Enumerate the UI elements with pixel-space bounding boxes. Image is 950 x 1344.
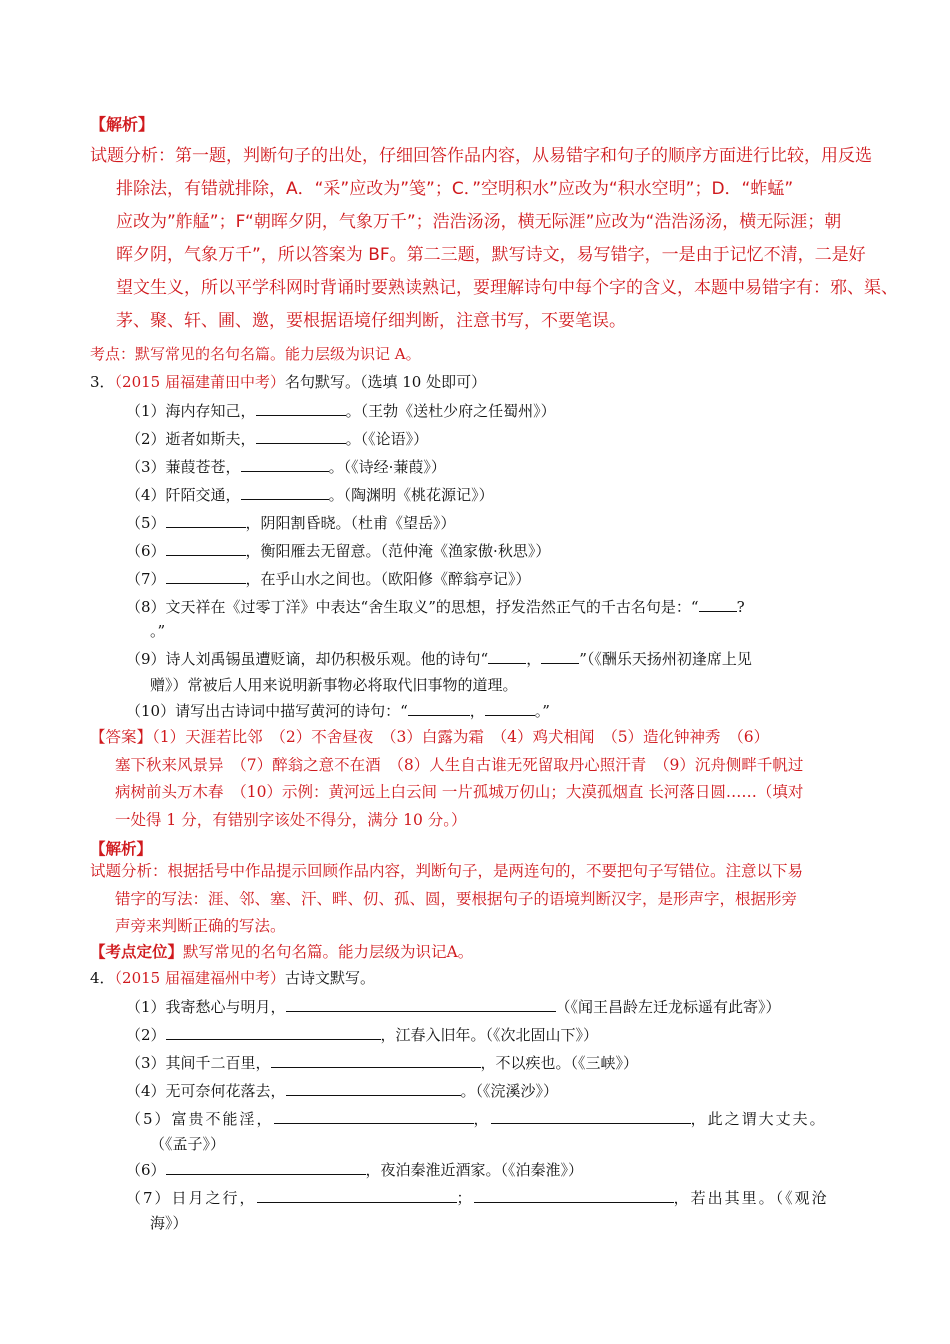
q3-item-10 [126, 700, 550, 721]
question-4-header [90, 967, 375, 988]
question-title: 名句默写。（选填 10 处即可） [285, 373, 487, 391]
q4-item-5 [126, 1108, 827, 1129]
answer-blank[interactable] [271, 1053, 481, 1068]
answer-blank[interactable] [286, 1081, 461, 1096]
q3-item-8-cont: 。” [150, 622, 166, 640]
answer-line: 【答案】（1）天涯若比邻 （2）不舍昼夜 （3）白露为霜 （4）鸡犬相闻 （5）造化钟神秀 （6） [90, 728, 770, 746]
q3-item-1 [126, 400, 556, 421]
analysis-line: 望文生义，所以平学科网时背诵时要熟读熟记，要理解诗句中每个字的含义，本题中易错字有：邪、渠、 [116, 278, 898, 298]
item-text: （10）请写出古诗词中描写黄河的诗句：“ [126, 702, 408, 720]
answer-blank[interactable] [257, 1188, 457, 1203]
analysis-line: 茅、聚、轩、圃、邀，要根据语境仔细判断，注意书写，不要笔误。 [116, 311, 626, 331]
item-text: ，此之谓大丈夫。 [690, 1110, 827, 1128]
q3-item-4 [126, 484, 494, 505]
answer-blank[interactable] [241, 457, 329, 472]
answer-blank[interactable] [256, 401, 346, 416]
item-text: （7）日月之行， [126, 1189, 257, 1207]
item-text: （3）其间千二百里， [126, 1054, 271, 1072]
item-text: （5）富贵不能淫， [126, 1110, 274, 1128]
item-number: （4） [126, 486, 166, 504]
item-text: 蒹葭苍苍， [165, 458, 241, 476]
answer-blank[interactable] [274, 1109, 474, 1124]
item-number: （6） [126, 542, 166, 560]
q3-item-8 [126, 596, 745, 617]
answer-blank[interactable] [488, 649, 526, 664]
answer-blank[interactable] [541, 649, 579, 664]
question-source: （2015 届福建莆田中考） [114, 373, 285, 391]
item-source: 。（《论语》） [345, 430, 429, 448]
analysis-body [90, 140, 898, 338]
q4-item-7-cont: 海》） [150, 1214, 188, 1232]
analysis-heading: 【解析】 [90, 115, 155, 134]
item-text: 海内存知己， [165, 402, 256, 420]
item-number: （5） [126, 514, 166, 532]
punct: ， [526, 650, 542, 668]
question-number: 4． [90, 969, 115, 987]
item-text: 阡陌交通， [165, 486, 241, 504]
q3-item-9 [126, 648, 752, 669]
q4-item-3 [126, 1052, 638, 1073]
item-source: 。（王勃《送杜少府之任蜀州》） [345, 402, 556, 420]
item-text: 。” [534, 702, 550, 720]
q3-item-9-cont: 赠》）常被后人用来说明新事物必将取代旧事物的道理。 [150, 676, 518, 694]
q4-item-5-cont: （《孟子》） [150, 1135, 226, 1153]
q3-item-6 [126, 540, 550, 561]
analysis-line: 晖夕阴，气象万千”，所以答案为 BF。第二三题，默写诗文，易写错字，一是由于记忆不清，二是好 [116, 245, 866, 265]
answer-blank[interactable] [166, 513, 246, 528]
punct: ， [473, 1110, 491, 1128]
answer-blank[interactable] [408, 701, 470, 716]
answer-line: 病树前头万木春 （10）示例：黄河远上白云间 一片孤城万仞山；大漠孤烟直 长河落日圆……（填对 [115, 783, 804, 801]
q4-item-7 [126, 1187, 829, 1208]
analysis-line: 应改为”舴艋”；F“朝晖夕阴，气象万千”；浩浩汤汤，横无际涯”应改为“浩浩汤汤，横无际涯；朝 [116, 212, 842, 232]
punct: ； [456, 1189, 474, 1207]
q4-item-6 [126, 1159, 583, 1180]
answer-blank[interactable] [166, 1160, 366, 1175]
answer-blank[interactable] [241, 485, 329, 500]
item-source: 。（《浣溪沙》） [460, 1082, 559, 1100]
answer-blank[interactable] [491, 1109, 691, 1124]
analysis-line: 排除法，有错就排除，A．“采”应改为”笺”；C．”空明积水”应改为“积水空明”；D．“蚱蜢” [116, 179, 794, 199]
analysis-line: 错字的写法：涯、邻、塞、汗、畔、仞、孤、圆，要根据句子的语境判断汉字，是形声字，根据形旁 [115, 889, 798, 908]
kaodian-text: 默写常见的名句名篇。能力层级为识记A。 [183, 943, 474, 961]
q4-item-1 [126, 996, 781, 1017]
q3-item-5 [126, 512, 456, 533]
answer-line: 塞下秋来风景异 （7）醉翁之意不在酒 （8）人生自古谁无死留取丹心照汗青 （9）沉舟侧畔千帆过 [115, 755, 804, 774]
item-text: （1）我寄愁心与明月， [126, 998, 286, 1016]
item-number: （3） [126, 458, 166, 476]
answer-blank[interactable] [699, 597, 737, 612]
analysis-line: 试题分析：第一题，判断句子的出处，仔细回答作品内容，从易错字和句子的顺序方面进行比较，用反选 [90, 146, 872, 166]
q3-analysis [90, 858, 880, 941]
item-source: ，夜泊秦淮近酒家。（《泊秦淮》） [365, 1161, 584, 1179]
punct: ， [469, 702, 485, 720]
q3-item-7 [126, 568, 531, 589]
answer-blank[interactable] [286, 997, 556, 1012]
answer-line: 一处得 1 分，有错别字该处不得分，满分 10 分。） [115, 810, 467, 829]
answer-blank[interactable] [166, 569, 246, 584]
q3-item-2 [126, 428, 428, 449]
item-text: （4）无可奈何花落去， [126, 1082, 286, 1100]
q3-answer [90, 724, 880, 834]
answer-blank[interactable] [166, 1025, 381, 1040]
answer-blank[interactable] [474, 1188, 674, 1203]
item-source: ，江春入旧年。（《次北固山下》） [380, 1026, 599, 1044]
item-source: ，衡阳雁去无留意。（范仲淹《渔家傲·秋思》） [245, 542, 551, 560]
item-source: 。（《诗经·蒹葭》） [328, 458, 446, 476]
item-number: （6） [126, 1161, 166, 1179]
analysis-line: 试题分析：根据括号中作品提示回顾作品内容，判断句子，是两连句的，不要把句子写错位。注意以下易 [90, 862, 804, 880]
question-3-header [90, 371, 486, 392]
item-text: ”（《酬乐天扬州初逢席上见 [579, 650, 752, 668]
answer-blank[interactable] [256, 429, 346, 444]
item-source: ，在乎山水之间也。（欧阳修《醉翁亭记》） [245, 570, 531, 588]
item-text: ? [736, 598, 745, 616]
question-source: （2015 届福建福州中考） [114, 969, 285, 987]
kaodian-label: 【考点定位】 [90, 942, 184, 961]
item-number: （7） [126, 570, 166, 588]
item-number: （2） [126, 1026, 166, 1044]
question-number: 3． [90, 373, 115, 391]
item-source: ，不以疾也。（《三峡》） [480, 1054, 639, 1072]
item-number: （2） [126, 430, 166, 448]
q3-item-3 [126, 456, 446, 477]
item-text: （9）诗人刘禹锡虽遭贬谪，却仍积极乐观。他的诗句“ [126, 650, 489, 668]
q4-item-2 [126, 1024, 598, 1045]
answer-blank[interactable] [485, 701, 535, 716]
item-source: （《闻王昌龄左迁龙标遥有此寄》） [555, 998, 781, 1016]
item-text: （8）文天祥在《过零丁洋》中表达“舍生取义”的思想，抒发浩然正气的千古名句是：“ [126, 598, 699, 616]
item-text: 逝者如斯夫， [165, 430, 256, 448]
item-number: （1） [126, 402, 166, 420]
analysis-line: 声旁来判断正确的写法。 [115, 917, 286, 935]
item-source: 。（陶渊明《桃花源记》） [328, 486, 494, 504]
kaodian-line: 考点：默写常见的名句名篇。能力层级为识记 A。 [90, 345, 421, 363]
question-title: 古诗文默写。 [285, 969, 376, 987]
item-text: ，若出其里。（《观沧 [673, 1189, 829, 1207]
item-source: ，阴阳割昏晓。（杜甫《望岳》） [245, 514, 456, 532]
answer-blank[interactable] [166, 541, 246, 556]
q3-analysis-heading: 【解析】 [90, 839, 153, 858]
q4-item-4 [126, 1080, 558, 1101]
q3-kaodian [90, 938, 880, 967]
